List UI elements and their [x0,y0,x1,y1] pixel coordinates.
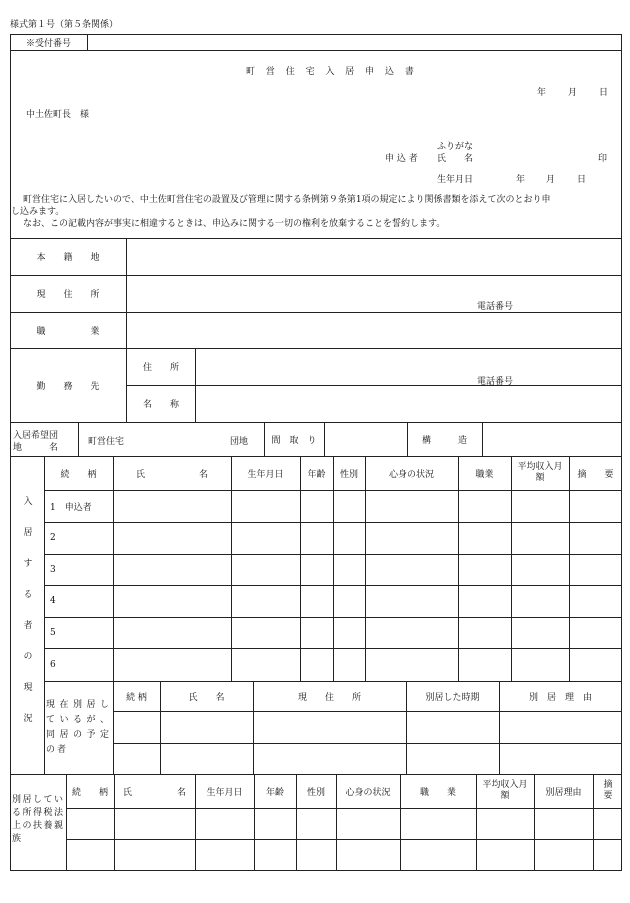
honseki-label: 本 籍 地 [36,253,100,263]
dep-header-birthdate: 生年月日 [206,787,243,798]
addressee: 中土佐町長 様 [26,110,90,120]
layout-label: 間 取 り [271,435,317,446]
structure-label: 構 造 [421,435,467,446]
sep-header-when: 別居した時期 [425,692,480,703]
applicant-name-label: 氏 名 [437,154,474,164]
sep-header-name: 氏 名 [188,692,225,703]
applicant-label: 申 込 者 [385,154,418,164]
current-address-field[interactable] [127,275,622,312]
form-title: 町 営 住 宅 入 居 申 込 書 [246,67,418,77]
date-month-label: 月 [568,88,578,98]
birth-year-label: 年 [516,175,526,185]
dependents-label: 別居している所得税法上の扶養親族 [12,795,64,844]
work-name-label: 名 称 [142,400,179,410]
work-address-label: 住 所 [142,363,179,373]
resident-row-1: 1 申込者 [50,502,92,513]
seal-label: 印 [598,154,608,164]
workplace-label: 勤 務 先 [36,381,100,392]
sep-header-relation: 続 柄 [126,692,147,703]
birth-month-label: 月 [546,175,556,185]
honseki-field[interactable] [127,238,622,275]
res-header-birthdate: 生年月日 [247,469,284,480]
dep-header-job: 職 業 [419,787,456,798]
date-day-label: 日 [599,88,609,98]
sep-header-address: 現 住 所 [297,692,361,703]
occupation-label: 職 業 [36,326,100,337]
work-phone-label: 電話番号 [477,377,514,387]
desired-danchi-label-2: 地 名 [13,443,59,453]
birth-day-label: 日 [577,175,587,185]
date-year-label: 年 [537,88,547,98]
receipt-number-field[interactable] [88,34,622,51]
resident-row-2: 2 [50,533,56,543]
structure-field[interactable] [483,422,622,456]
res-header-name: 氏 名 [135,469,208,480]
current-address-label: 現 住 所 [36,290,100,300]
declaration-line-1: 町営住宅に入居したいので、中土佐町営住宅の設置及び管理に関する条例第９条第1項の規定により関係書類を添えて次のとおり申 [14,195,551,205]
dep-header-notes: 摘 要 [603,780,622,801]
dep-header-income: 平均収入月 額 [482,780,546,801]
danchi-suffix-label: 団地 [230,437,249,447]
furigana-label: ふりがな [437,142,474,152]
birthdate-label: 生年月日 [437,175,474,185]
form-number: 様式第１号（第５条関係） [10,20,119,30]
res-header-age: 年齢 [307,469,326,480]
dep-header-name: 氏 名 [122,787,186,798]
sep-header-reason: 別 居 理 由 [528,692,592,703]
dep-header-condition: 心身の状況 [345,787,391,798]
res-header-income: 平均収入月 額 [517,462,581,483]
dep-header-age: 年齢 [265,787,284,798]
res-header-notes: 摘 要 [577,469,614,480]
dep-header-reason: 別居理由 [545,787,582,798]
resident-row-6: 6 [50,659,56,670]
receipt-number-label: ※受付番号 [10,34,88,51]
separated-label: 現在別居しているが、同居の予定の者 [46,700,111,755]
res-header-job: 職業 [475,469,494,480]
resident-row-5: 5 [50,627,56,638]
dep-header-sex: 性別 [306,787,325,798]
work-address-field[interactable] [196,348,622,385]
res-header-relation: 続 柄 [60,469,97,480]
resident-row-4: 4 [50,596,56,606]
desired-danchi-label-1: 入居希望団 [13,431,59,441]
work-name-field[interactable] [196,385,622,422]
layout-field[interactable] [325,422,407,456]
residents-side-label: 入居する者の現況 [21,496,32,744]
occupation-field[interactable] [127,312,622,348]
dep-header-relation: 続 柄 [71,787,108,798]
res-header-sex: 性別 [339,469,358,480]
declaration-line-2: し込みます。 [11,207,65,217]
declaration-line-3: なお、この記載内容が事実に相違するときは、申込みに関する一切の権利を放棄することを誓約します。 [14,219,446,229]
res-header-condition: 心身の状況 [388,469,434,480]
town-housing-label: 町営住宅 [88,437,125,447]
phone-label: 電話番号 [477,302,514,312]
resident-row-3: 3 [50,564,56,575]
